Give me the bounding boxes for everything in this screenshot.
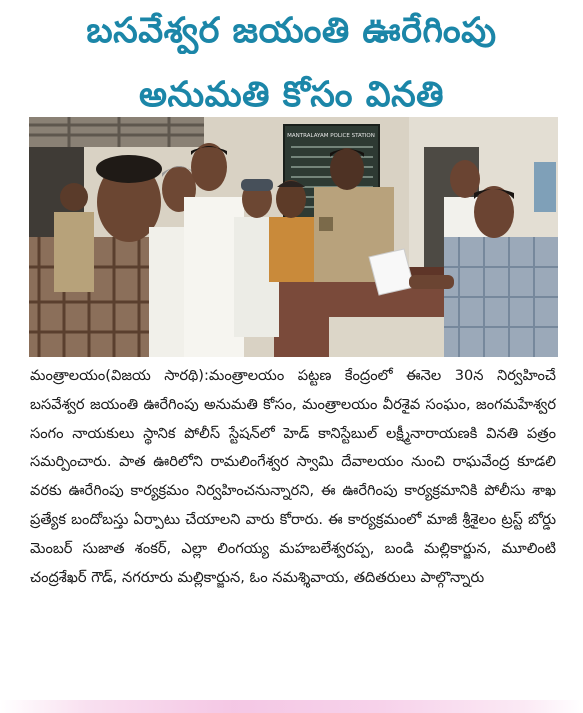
news-photo <box>29 117 558 357</box>
article-body <box>30 362 556 592</box>
headline-line-1: బసవేశ్వర జయంతి ఊరేగింపు <box>86 11 497 51</box>
article-paragraph: మంత్రాలయం(విజయ సారథి):మంత్రాలయం పట్టణ కేంద్రంలో ఈనెల 30న నిర్వహించే బసవేశ్వర జయంతి ఊరేగింపు అనుమతి కోసం, మంత్రాలయం వీరశైవ సంఘం, జంగమహేశ్వర సంగం నాయకులు స్థానిక పోలీస్ స్టేషన్‌లో హెడ్ కానిస్టేబుల్ లక్ష్మీనారాయణకి వినతి పత్రం సమర్పించారు. పాత ఊరిలోని రామలింగేశ్వర స్వామి దేవాలయం నుంచి రాఘవేంద్ర కూడలి వరకు ఊరేగింపు కార్యక్రమం నిర్వహించనున్నారని, ఈ ఊరేగింపు కార్యక్రమానికి పోలీసు శాఖ ప్రత్యేక బందోబస్తు ఏర్పాటు చేయాలని వారు కోరారు. ఈ కార్యక్రమంలో మాజీ శ్రీశైలం ట్రస్ట్ బోర్డు మెంబర్ సుజాత శంకర్, ఎల్లా లింగయ్య మహబలేశ్వరప్ప, బండి మల్లికార్జున, మూలింటి చంద్రశేఖర్ గౌడ్, నగరూరు మల్లికార్జున, ఓం నమశ్శివాయ, తదితరులు పాల్గొన్నారు <box>30 367 556 586</box>
headline-line-2: అనుమతి కోసం వినతి <box>138 75 445 115</box>
signboard-text: MANTRALAYAM POLICE STATION <box>287 133 375 139</box>
decorative-strip <box>0 700 583 713</box>
